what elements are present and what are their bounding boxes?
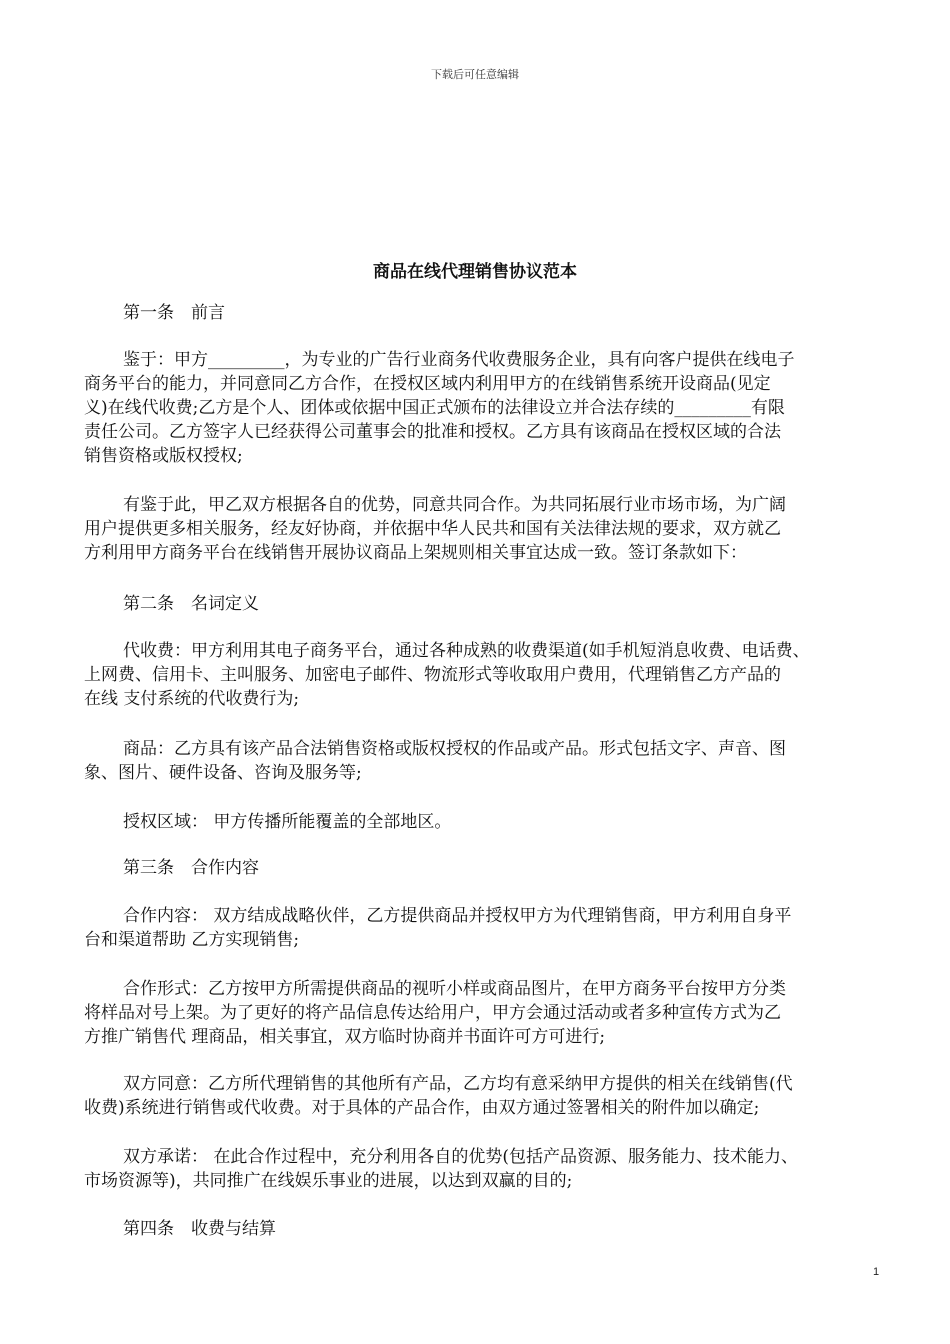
para-line: 上网费、信用卡、主叫服务、加密电子邮件、物流形式等收取用户费用，代理销售乙方产品的 <box>84 665 781 685</box>
para-line: 台和渠道帮助 乙方实现销售; <box>84 930 300 950</box>
para-line: 第一条 前言 <box>123 303 225 323</box>
para-line: 合作形式：乙方按甲方所需提供商品的视听小样或商品图片，在甲方商务平台按甲方分类 <box>123 979 786 999</box>
para-line: 责任公司。乙方签字人已经获得公司董事会的批准和授权。乙方具有该商品在授权区域的合法 <box>84 422 781 442</box>
paragraph <box>84 1072 894 1120</box>
para-line: 商品：乙方具有该产品合法销售资格或版权授权的作品或产品。形式包括文字、声音、图 <box>123 739 786 759</box>
paragraph <box>84 639 894 711</box>
paragraph <box>84 904 894 952</box>
para-line: 将样品对号上架。为了更好的将产品信息传达给用户，甲方会通过活动或者多种宣传方式为乙 <box>84 1003 781 1023</box>
para-line: 双方同意：乙方所代理销售的其他所有产品，乙方均有意采纳甲方提供的相关在线销售(代 <box>123 1074 793 1094</box>
para-line: 销售资格或版权授权; <box>84 446 243 466</box>
para-line: 第四条 收费与结算 <box>123 1219 276 1239</box>
para-line: 方推广销售代 理商品，相关事宜，双方临时协商并书面许可方可进行; <box>84 1027 606 1047</box>
paragraph <box>84 348 894 468</box>
para-line: 方利用甲方商务平台在线销售开展协议商品上架规则相关事宜达成一致。签订条款如下： <box>84 543 747 563</box>
para-line: 在线 支付系统的代收费行为; <box>84 689 300 709</box>
para-line: 象、图片、硬件设备、咨询及服务等; <box>84 763 362 783</box>
para-line: 市场资源等)，共同推广在线娱乐事业的进展，以达到双赢的目的; <box>84 1171 573 1191</box>
para-line: 义)在线代收费;乙方是个人、团体或依据中国正式颁布的法律设立并合法存续的_________有限 <box>84 398 785 418</box>
para-line: 第二条 名词定义 <box>123 594 259 614</box>
article-heading <box>84 592 894 616</box>
paragraph <box>84 977 894 1049</box>
para-line: 有鉴于此，甲乙双方根据各自的优势，同意共同合作。为共同拓展行业市场市场，为广阔 <box>123 495 786 515</box>
article-heading <box>84 1217 894 1241</box>
para-line: 第三条 合作内容 <box>123 858 259 878</box>
para-line: 鉴于：甲方_________，为专业的广告行业商务代收费服务企业，具有向客户提供在线电子 <box>123 350 795 370</box>
para-line: 合作内容： 双方结成战略伙伴，乙方提供商品并授权甲方为代理销售商，甲方利用自身平 <box>123 906 792 926</box>
para-line: 授权区域： 甲方传播所能覆盖的全部地区。 <box>123 812 452 832</box>
page-header: 下载后可任意编辑 <box>431 68 519 81</box>
para-line: 用户提供更多相关服务，经友好协商，并依据中华人民共和国有关法律法规的要求，双方就乙 <box>84 519 781 539</box>
para-line: 双方承诺： 在此合作过程中，充分利用各自的优势(包括产品资源、服务能力、技术能力、 <box>123 1147 799 1167</box>
article-heading <box>84 856 894 880</box>
page-number: 1 <box>873 1266 880 1278</box>
paragraph <box>84 1145 894 1193</box>
para-line: 代收费：甲方利用其电子商务平台，通过各种成熟的收费渠道(如手机短消息收费、电话费、 <box>123 641 810 661</box>
paragraph <box>84 810 894 834</box>
para-line: 商务平台的能力，并同意同乙方合作，在授权区域内利用甲方的在线销售系统开设商品(见定 <box>84 374 771 394</box>
para-line: 收费)系统进行销售或代收费。对于具体的产品合作，由双方通过签署相关的附件加以确定; <box>84 1098 760 1118</box>
paragraph <box>84 493 894 565</box>
paragraph <box>84 737 894 785</box>
article-heading <box>84 301 894 325</box>
document-title: 商品在线代理销售协议范本 <box>373 262 577 282</box>
